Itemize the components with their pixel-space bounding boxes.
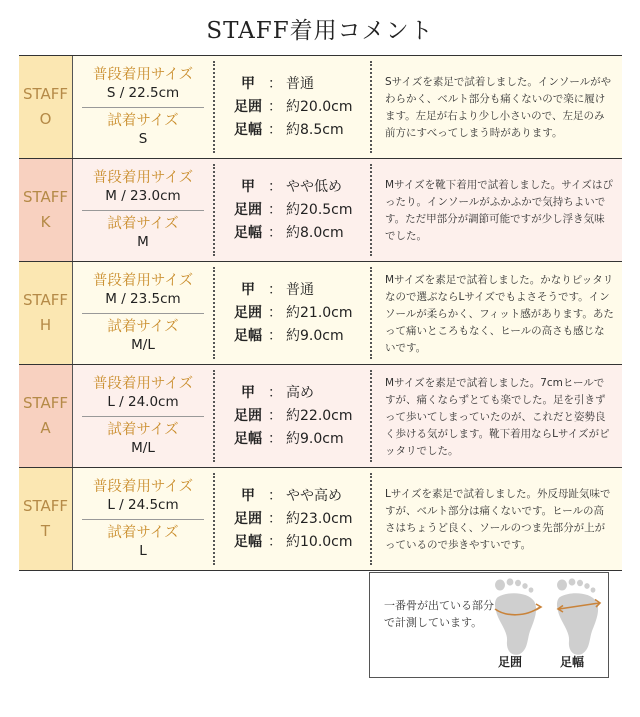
- width-label: 足幅: [234, 430, 262, 447]
- width-label: 足幅: [234, 533, 262, 550]
- usual-size-value: L / 24.0cm: [107, 394, 179, 410]
- girth-label: 足囲: [234, 510, 262, 527]
- width-label: 足幅: [234, 121, 262, 138]
- staff-cell: [19, 56, 73, 158]
- width-value: 約8.5cm: [286, 121, 344, 138]
- foot-girth-icon: [490, 577, 546, 657]
- colon: ：: [268, 201, 282, 218]
- colon: ：: [268, 304, 282, 321]
- girth-label: 足囲: [234, 98, 262, 115]
- measurement-note-text: 一番骨が出ている部分で計測しています。: [384, 599, 494, 629]
- usual-size-label: 普段着用サイズ: [92, 479, 194, 495]
- staff-cell: [19, 262, 73, 364]
- girth-label: 足囲: [234, 304, 262, 321]
- measure-cell: [215, 56, 370, 158]
- colon: ：: [268, 327, 282, 344]
- instep-value: 普通: [286, 75, 314, 92]
- tried-size-label: 試着サイズ: [107, 422, 179, 438]
- staff-row-t: [19, 468, 622, 571]
- girth-value: 約20.5cm: [286, 201, 353, 218]
- girth-value: 約20.0cm: [286, 98, 353, 115]
- girth-caption: 足囲: [498, 655, 523, 669]
- foot-width-icon: [552, 577, 608, 657]
- instep-value: 普通: [286, 281, 314, 298]
- usual-size-value: M / 23.5cm: [105, 291, 181, 307]
- width-value: 約10.0cm: [286, 533, 353, 550]
- staff-row-k: [19, 159, 622, 262]
- usual-size-label: 普段着用サイズ: [92, 376, 194, 392]
- size-divider: [82, 210, 204, 211]
- staff-row-a: [19, 365, 622, 468]
- tried-size-label: 試着サイズ: [107, 319, 179, 335]
- page-title: STAFF着用コメント: [206, 18, 434, 44]
- width-value: 約8.0cm: [286, 224, 344, 241]
- staff-comment: Lサイズを素足で試着しました。外反母趾気味ですが、ベルト部分は痛くないです。ヒールの高さはちょうど良く、ソールのつま先部分が上がっているので歩きやすいです。: [385, 488, 611, 551]
- colon: ：: [268, 178, 282, 195]
- instep-label: 甲: [241, 281, 255, 298]
- tried-size-value: M: [137, 234, 149, 250]
- usual-size-value: L / 24.5cm: [107, 497, 179, 513]
- instep-label: 甲: [241, 178, 255, 195]
- size-divider: [82, 519, 204, 520]
- size-divider: [82, 416, 204, 417]
- colon: ：: [268, 281, 282, 298]
- staff-cell: [19, 468, 73, 570]
- instep-label: 甲: [241, 384, 255, 401]
- width-value: 約9.0cm: [286, 327, 344, 344]
- girth-value: 約22.0cm: [286, 407, 353, 424]
- usual-size-value: M / 23.0cm: [105, 188, 181, 204]
- colon: ：: [268, 75, 282, 92]
- colon: ：: [268, 430, 282, 447]
- tried-size-value: M/L: [131, 440, 155, 456]
- tried-size-label: 試着サイズ: [107, 216, 179, 232]
- measurement-note-box: [369, 572, 609, 678]
- colon: ：: [268, 384, 282, 401]
- measure-cell: [215, 365, 370, 467]
- width-label: 足幅: [234, 327, 262, 344]
- size-cell: [73, 56, 213, 158]
- width-caption: 足幅: [560, 655, 585, 669]
- colon: ：: [268, 98, 282, 115]
- colon: ：: [268, 407, 282, 424]
- staff-comment-table: [19, 55, 622, 571]
- staff-initial: K: [40, 213, 51, 231]
- instep-value: やや低め: [286, 178, 342, 195]
- instep-label: 甲: [241, 75, 255, 92]
- tried-size-label: 試着サイズ: [107, 525, 179, 541]
- staff-row-o: [19, 56, 622, 159]
- staff-comment: Sサイズを素足で試着しました。インソールがやわらかく、ベルト部分も痛くないので楽に履けます。左足が右より少し小さいので、左足のみ前方にすべってしまう時があります。: [385, 76, 612, 139]
- staff-comment: Mサイズを素足で試着しました。7cmヒールですが、痛くならずとても楽でした。足を引きずって歩いてしまっていたのが、これだと姿勢良く歩ける気がします。靴下着用ならLサイズがピッタリでした。: [385, 376, 610, 457]
- size-cell: [73, 468, 213, 570]
- staff-comment: Mサイズを靴下着用で試着しました。サイズはぴったり。インソールがふかふかで気持ちよいです。ただ甲部分が調節可能ですが少し浮き気味でした。: [385, 179, 613, 242]
- colon: ：: [268, 533, 282, 550]
- usual-size-label: 普段着用サイズ: [92, 273, 194, 289]
- staff-label: STAFF: [22, 85, 69, 103]
- tried-size-value: M/L: [131, 337, 155, 353]
- girth-label: 足囲: [234, 201, 262, 218]
- staff-cell: [19, 159, 73, 261]
- staff-cell: [19, 365, 73, 467]
- staff-label: STAFF: [22, 188, 69, 206]
- colon: ：: [268, 510, 282, 527]
- instep-value: 高め: [286, 384, 314, 401]
- staff-initial: O: [39, 110, 52, 128]
- staff-initial: T: [40, 522, 51, 540]
- instep-value: やや高め: [286, 487, 342, 504]
- tried-size-label: 試着サイズ: [107, 113, 179, 129]
- staff-label: STAFF: [22, 497, 69, 515]
- staff-row-h: [19, 262, 622, 365]
- instep-label: 甲: [241, 487, 255, 504]
- width-value: 約9.0cm: [286, 430, 344, 447]
- staff-initial: H: [39, 316, 52, 334]
- staff-label: STAFF: [22, 291, 69, 309]
- size-divider: [82, 313, 204, 314]
- tried-size-value: L: [139, 543, 147, 559]
- girth-value: 約23.0cm: [286, 510, 353, 527]
- staff-comment: Mサイズを素足で試着しました。かなりピッタリなので選ぶならLサイズでもよさそうです。インソールが柔らかく、フィット感があります。あたって痛いところもなく、ヒールの高さも感じないです。: [385, 273, 614, 354]
- colon: ：: [268, 487, 282, 504]
- width-label: 足幅: [234, 224, 262, 241]
- measure-cell: [215, 262, 370, 364]
- usual-size-label: 普段着用サイズ: [92, 170, 194, 186]
- size-cell: [73, 262, 213, 364]
- usual-size-label: 普段着用サイズ: [92, 67, 194, 83]
- tried-size-value: S: [138, 131, 148, 147]
- usual-size-value: S / 22.5cm: [106, 85, 180, 101]
- colon: ：: [268, 121, 282, 138]
- size-cell: [73, 365, 213, 467]
- girth-label: 足囲: [234, 407, 262, 424]
- colon: ：: [268, 224, 282, 241]
- size-divider: [82, 107, 204, 108]
- measure-cell: [215, 159, 370, 261]
- size-cell: [73, 159, 213, 261]
- measure-cell: [215, 468, 370, 570]
- girth-value: 約21.0cm: [286, 304, 353, 321]
- staff-initial: A: [40, 419, 51, 437]
- staff-label: STAFF: [22, 394, 69, 412]
